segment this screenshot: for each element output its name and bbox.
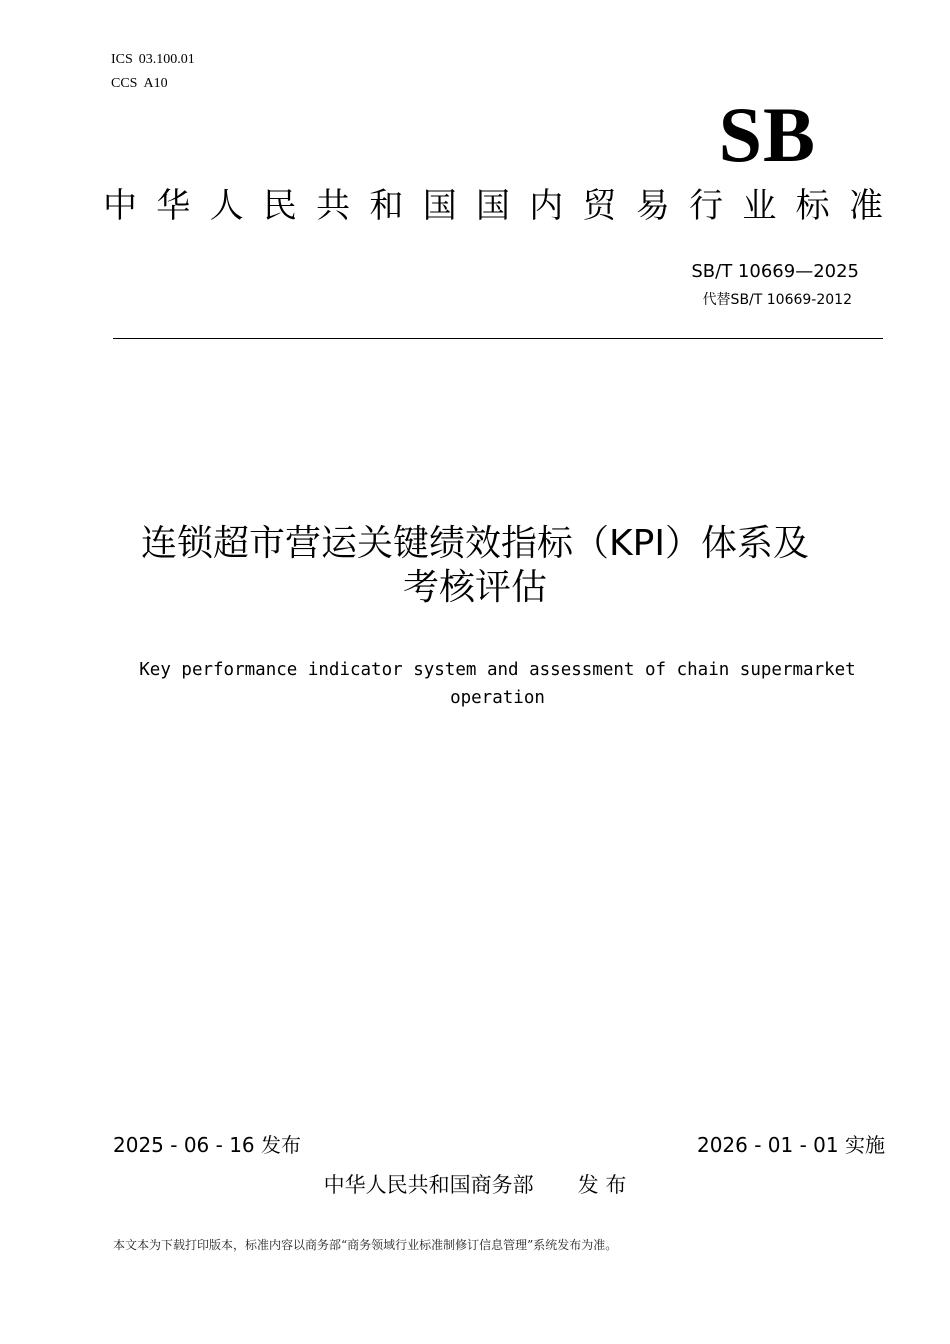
- title-char: 标: [795, 186, 830, 226]
- issuing-authority: [0, 1170, 950, 1200]
- ics-code: [111, 48, 195, 72]
- replaces-standard: 代替SB/T 10669-2012: [702, 292, 852, 308]
- issue-word: 发 布: [577, 1173, 627, 1197]
- title-char: 行: [689, 186, 724, 226]
- document-title: [0, 522, 950, 610]
- standard-category-title: [103, 186, 883, 226]
- english-title-line2: operation: [450, 688, 545, 708]
- title-char: 贸: [582, 186, 617, 226]
- title-char: 国: [422, 186, 457, 226]
- ccs-value: A10: [143, 76, 168, 91]
- document-title-line1: 连锁超市营运关键绩效指标（KPI）体系及: [141, 523, 809, 564]
- issuer-name: 中华人民共和国商务部: [323, 1173, 534, 1197]
- title-char: 内: [529, 186, 564, 226]
- english-title: [0, 656, 950, 712]
- ics-value: 03.100.01: [138, 52, 195, 67]
- title-char: 准: [848, 186, 883, 226]
- effective-date: 2026 - 01 - 01 实施: [696, 1133, 885, 1157]
- ccs-label: CCS: [111, 76, 138, 91]
- title-char: 业: [742, 186, 777, 226]
- title-char: 人: [209, 186, 244, 226]
- dates-row: [113, 1130, 885, 1160]
- header-divider: [113, 338, 883, 339]
- title-char: 共: [316, 186, 351, 226]
- title-char: 国: [475, 186, 510, 226]
- download-note: 本文本为下载打印版本，标准内容以商务部“商务领域行业标准制修订信息管理”系统发布为准。: [113, 1238, 618, 1252]
- english-title-line1: Key performance indicator system and assessment of chain supermarket: [139, 660, 856, 680]
- title-char: 华: [156, 186, 191, 226]
- ics-label: ICS: [111, 52, 133, 67]
- standard-number: SB/T 10669—2025: [691, 261, 859, 282]
- document-title-line2: 考核评估: [402, 567, 547, 608]
- title-char: 中: [103, 186, 137, 226]
- publish-date: 2025 - 06 - 16 发布: [113, 1133, 302, 1157]
- classification-codes: [111, 48, 195, 96]
- title-char: 和: [369, 186, 404, 226]
- ccs-code: [111, 72, 195, 96]
- sb-logo: SB: [718, 91, 816, 178]
- title-char: 易: [635, 186, 670, 226]
- title-char: 民: [262, 186, 297, 226]
